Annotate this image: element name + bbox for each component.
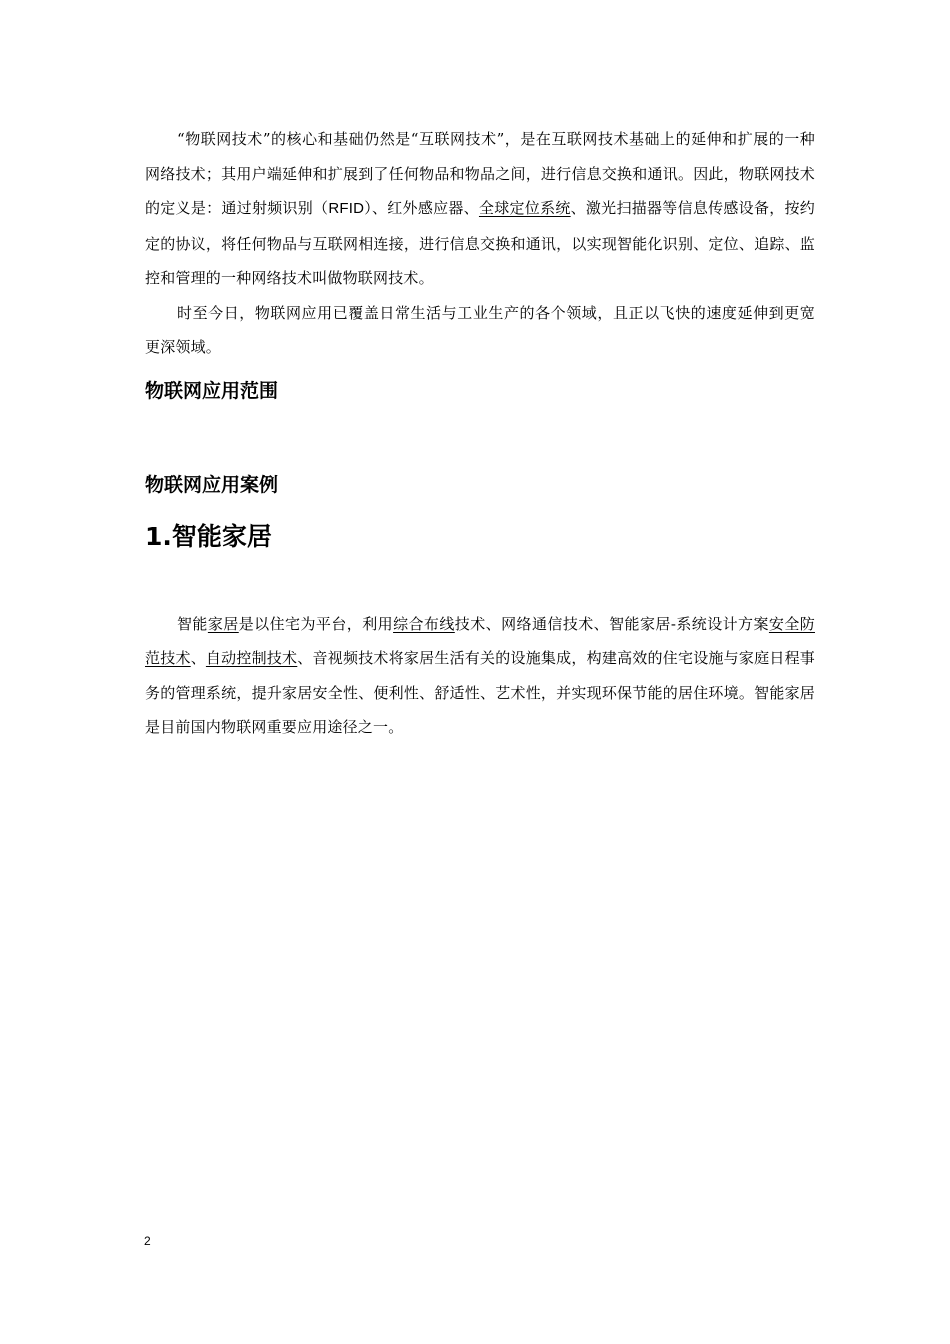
gps-link[interactable]: 全球定位系统	[478, 199, 571, 217]
intro-paragraph-coverage: 时至今日，物联网应用已覆盖日常生活与工业生产的各个领域，且正以飞快的速度延伸到更宽更深领域。	[145, 303, 815, 356]
smart-home-text-1: 智能	[177, 614, 208, 633]
intro-text-1: “物联网技术”的核心和基础仍然是“互联网技术”，是在互联网技术基础上的延伸和扩展的一种网络技术；其用户端延伸和扩展到了任何物品和物品之间，进行信息交换和通讯。因此，物联网技术的定义是：通过射频识别（	[145, 130, 815, 217]
smart-home-text-2: 是以住宅为平台，利用	[238, 614, 394, 633]
smart-home-text-5: 、音视频技术将家居生活有关的设施集成，构建高效的住宅设施与家庭日程事务的管理系统，提升家居安全性、便利性、舒适性、艺术性，并实现环保节能的居住环境。智能家居是目前国内物联网重要应用途径之一。	[145, 649, 815, 736]
security-tech-link[interactable]: 安全防范技术	[145, 614, 815, 667]
intro-text-3: 、激光扫描器等信息传感设备，按约定的协议，将任何物品与互联网相连接，进行信息交换和通讯，以实现智能化识别、定位、追踪、监控和管理的一种网络技术叫做物联网技术。	[145, 199, 815, 287]
auto-control-link[interactable]: 自动控制技术	[205, 649, 298, 667]
heading-smart-home: 1.智能家居	[145, 521, 272, 551]
smart-home-paragraph	[145, 607, 815, 745]
smart-home-text-4: 、	[190, 649, 206, 667]
intro-text-2: ）、红外感应器、	[364, 199, 479, 217]
page-number: 2	[144, 1234, 151, 1248]
rfid-term: RFID	[328, 200, 365, 217]
intro-paragraph-definition	[145, 122, 815, 296]
page-content	[145, 122, 815, 745]
heading-application-cases: 物联网应用案例	[145, 473, 279, 496]
heading-application-scope: 物联网应用范围	[145, 379, 279, 402]
home-link[interactable]: 家居	[207, 614, 239, 633]
integrated-cabling-link[interactable]: 综合布线	[393, 614, 455, 633]
smart-home-text-3: 技术、网络通信技术、智能家居-系统设计方案	[454, 614, 769, 633]
